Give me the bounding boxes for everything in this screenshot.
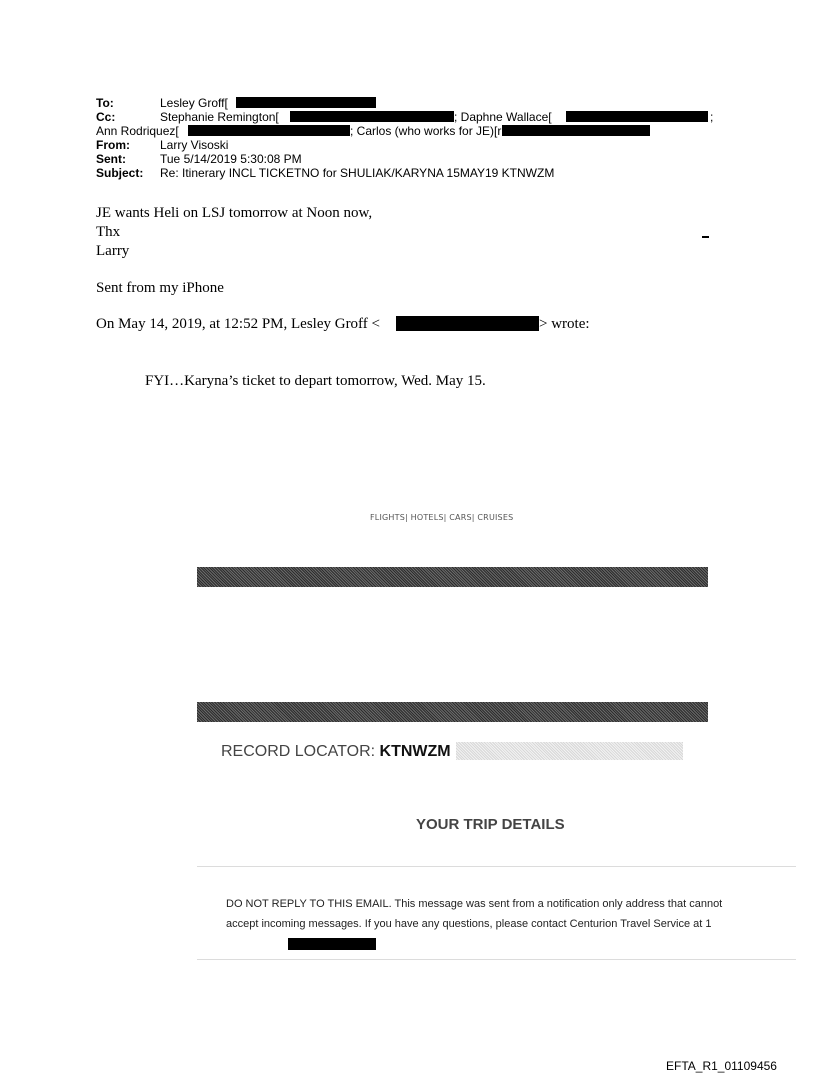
subject-label: Subject: xyxy=(96,166,144,180)
notice-text: DO NOT REPLY TO THIS EMAIL. This message was sent from a notification only address that cannot accept incoming messages. If you have any questions, please contact Centurion Travel Service at 1 xyxy=(226,898,723,930)
fyi-line: FYI…Karyna’s ticket to depart tomorrow, Wed. May 15. xyxy=(145,373,486,389)
redaction-bar xyxy=(290,111,454,122)
notice-block xyxy=(226,894,766,956)
banner-bar-bottom xyxy=(197,702,708,722)
divider-bottom xyxy=(197,959,796,960)
cc-value-5: ; Carlos (who works for JE)[r xyxy=(350,124,502,138)
body-line-1: JE wants Heli on LSJ tomorrow at Noon now, xyxy=(96,205,373,221)
subject-value: Re: Itinerary INCL TICKETNO for SHULIAK/KARYNA 15MAY19 KTNWZM xyxy=(160,166,555,180)
from-value: Larry Visoski xyxy=(160,138,229,152)
body-line-2: Thx xyxy=(96,224,121,240)
redaction-bar xyxy=(502,125,650,136)
to-label: To: xyxy=(96,96,114,110)
quote-intro-end: > wrote: xyxy=(539,316,590,332)
record-locator-value: KTNWZM xyxy=(379,743,451,760)
sent-label: Sent: xyxy=(96,152,126,166)
redaction-bar xyxy=(566,111,708,122)
banner-bar-top xyxy=(197,567,708,587)
cc-value-2: ; Daphne Wallace[ xyxy=(454,110,552,124)
quote-intro xyxy=(96,315,656,333)
cc-label: Cc: xyxy=(96,110,116,124)
divider-top xyxy=(197,866,796,867)
document-id: EFTA_R1_01109456 xyxy=(666,1059,777,1073)
redaction-bar xyxy=(288,938,376,950)
redaction-bar xyxy=(396,316,539,331)
quote-intro-start: On May 14, 2019, at 12:52 PM, Lesley Groff < xyxy=(96,316,380,332)
trip-details-title: YOUR TRIP DETAILS xyxy=(416,816,565,833)
record-locator xyxy=(221,743,451,761)
email-header xyxy=(96,97,736,187)
record-locator-label: RECORD LOCATOR: xyxy=(221,743,380,760)
from-label: From: xyxy=(96,138,130,152)
stray-mark xyxy=(702,236,709,238)
cc-value-4: Ann Rodriquez[ xyxy=(96,124,179,138)
cc-value-3: ; xyxy=(710,110,714,124)
redaction-bar xyxy=(236,97,376,108)
signature: Sent from my iPhone xyxy=(96,280,224,296)
cc-value-1: Stephanie Remington[ xyxy=(160,110,279,124)
redaction-bar xyxy=(188,125,350,136)
body-line-3: Larry xyxy=(96,243,130,259)
travel-nav: FLIGHTS| HOTELS| CARS| CRUISES xyxy=(370,513,514,522)
sent-value: Tue 5/14/2019 5:30:08 PM xyxy=(160,152,302,166)
locator-background xyxy=(456,742,683,760)
to-value: Lesley Groff[ xyxy=(160,96,228,110)
